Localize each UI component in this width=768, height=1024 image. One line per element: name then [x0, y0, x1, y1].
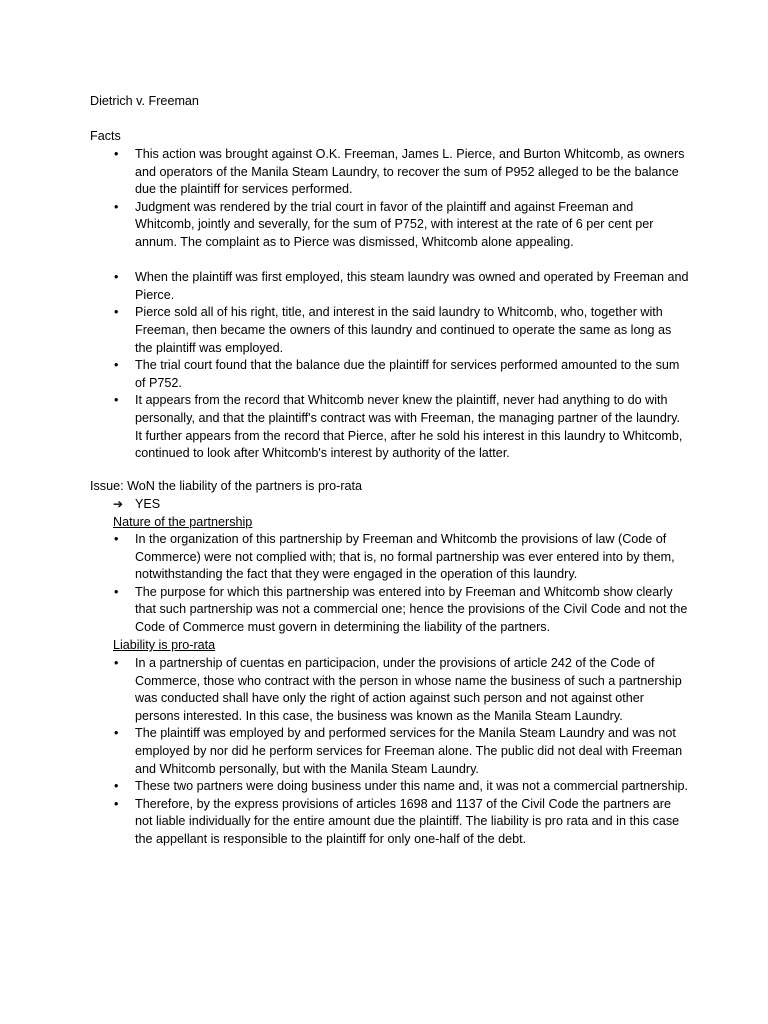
bullet-icon: •	[114, 305, 119, 320]
bullet-icon: •	[114, 393, 119, 408]
list-item: • Pierce sold all of his right, title, and interest in the said laundry to Whitcomb, who, together with Freeman, then became the owners of this laundry and continued to operate the same as long as the plaintiff was employed.	[114, 305, 672, 355]
liability-list	[90, 655, 690, 849]
bullet-icon: •	[114, 532, 119, 546]
list-item: • Judgment was rendered by the trial court in favor of the plaintiff and against Freeman and Whitcomb, jointly and severally, for the sum of P752, with interest at the rate of 6 per cent per annum. The complaint as to Pierce was dismissed, Whitcomb alone appealing.	[114, 199, 654, 249]
bullet-icon: •	[114, 358, 119, 373]
list-item: • It appears from the record that Whitcomb never knew the plaintiff, never had anything to do with personally, and that the plaintiff's contract was with Freeman, the managing partner of the laundry. It further appears from the record that Pierce, after he sold his interest in this laundry to Whitcomb, continued to look after Whitcomb's interest by authority of the latter.	[114, 393, 683, 461]
bullet-icon: •	[114, 199, 119, 214]
nature-list	[90, 531, 690, 637]
list-item: • The purpose for which this partnership was entered into by Freeman and Whitcomb show clearly that such partnership was not a commercial one; hence the provisions of the Civil Code and not the Code of Commerce must govern in determining the liability of the partners.	[114, 584, 688, 634]
case-title: Dietrich v. Freeman	[90, 94, 199, 108]
list-item: • The plaintiff was employed by and performed services for the Manila Steam Laundry and was not employed by nor did he perform services for Freeman alone. The public did not deal with Freeman and Whitcomb personally, but with the Manila Steam Laundry.	[114, 726, 683, 776]
list-item: • When the plaintiff was first employed, this steam laundry was owned and operated by Freeman and Pierce.	[114, 270, 689, 302]
bullet-icon: •	[114, 656, 119, 670]
list-item: • In a partnership of cuentas en participacion, under the provisions of article 242 of the Code of Commerce, those who contract with the person in whose name the business of such a partnership was conducted shall have only the right of action against such person and not against other persons interested. In this case, the business was known as the Manila Steam Laundry.	[114, 656, 682, 723]
list-item: • In the organization of this partnership by Freeman and Whitcomb the provisions of law (Code of Commerce) were not complied with; that is, no formal partnership was ever entered into by them, notwithstanding the fact that they were engaged in the operation of this laundry.	[114, 532, 675, 582]
nature-heading: Nature of the partnership	[113, 515, 253, 529]
list-item: • The trial court found that the balance due the plaintiff for services performed amounted to the sum of P752.	[114, 358, 680, 390]
bullet-icon: •	[114, 779, 119, 794]
bullet-icon: •	[114, 726, 119, 741]
facts-list	[90, 146, 690, 463]
bullet-icon: •	[114, 796, 119, 811]
answer-line	[113, 496, 160, 514]
list-item: • Therefore, by the express provisions of articles 1698 and 1137 of the Civil Code the partners are not liable individually for the entire amount due the plaintiff. The liability is pro rata and in this case the appellant is responsible to the plaintiff for only one-half of the debt.	[114, 796, 680, 846]
bullet-icon: •	[114, 584, 119, 599]
bullet-icon: •	[114, 270, 119, 285]
bullet-icon: •	[114, 147, 119, 161]
arrow-right-icon: ➔	[113, 497, 124, 511]
facts-heading: Facts	[90, 129, 121, 143]
list-item: • These two partners were doing business under this name and, it was not a commercial partnership.	[90, 778, 690, 796]
answer-text: YES	[135, 497, 161, 511]
list-item: • This action was brought against O.K. Freeman, James L. Pierce, and Burton Whitcomb, as owners and operators of the Manila Steam Laundry, to recover the sum of P952 alleged to be the balance due the plaintiff for services performed.	[114, 147, 685, 197]
issue-line: Issue: WoN the liability of the partners is pro-rata	[90, 479, 363, 493]
liability-heading: Liability is pro-rata	[113, 638, 216, 652]
spacer	[90, 252, 690, 270]
